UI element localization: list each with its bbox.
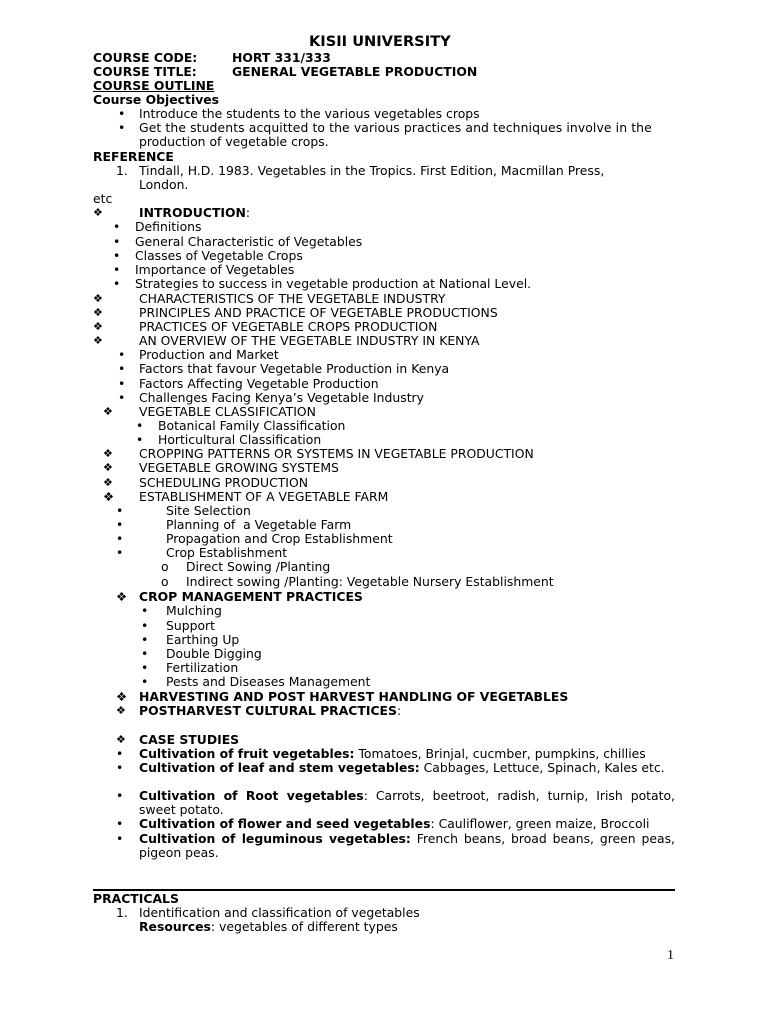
bullet-icon: • [141,674,149,689]
bullet-icon: • [136,432,144,447]
case-study-label: Cultivation of fruit vegetables: [139,746,355,761]
intro-colon: : [245,205,251,220]
topic-heading: VEGETABLE GROWING SYSTEMS [139,460,339,475]
crop-mgmt-item: Earthing Up [166,632,240,647]
topic-heading: ESTABLISHMENT OF A VEGETABLE FARM [139,489,389,504]
reference-line-cont: London. [139,177,189,192]
case-study-label: Cultivation of flower and seed vegetables [139,816,431,831]
harvesting-heading: HARVESTING AND POST HARVEST HANDLING OF VEGETABLES [139,689,569,704]
course-code-value: HORT 331/333 [232,50,331,65]
case-study-text: : Cauliflower, green maize, Broccoli [430,816,650,831]
postharvest-row [139,704,401,718]
farm-item: Propagation and Crop Establishment [166,531,393,546]
course-code-row [93,51,331,65]
bullet-icon: • [116,531,124,546]
bullet-icon: • [118,106,126,121]
postharvest-heading: POSTHARVEST CULTURAL PRACTICES [139,703,397,718]
diamond-icon: ❖ [103,447,113,460]
bullet-icon: • [113,248,121,263]
bullet-icon: • [141,646,149,661]
resources-row [139,920,398,934]
diamond-icon: ❖ [93,292,103,305]
bullet-icon: • [118,361,126,376]
diamond-icon: ❖ [103,461,113,474]
topic-heading: PRINCIPLES AND PRACTICE OF VEGETABLE PRODUCTIONS [139,305,498,320]
diamond-icon: ❖ [93,320,103,333]
diamond-icon: ❖ [93,206,103,219]
case-study-text: Tomatoes, Brinjal, cucmber, pumpkins, chillies [354,746,646,761]
classification-item: Botanical Family Classification [158,418,346,433]
diamond-icon: ❖ [93,306,103,319]
bullet-icon: • [116,760,124,775]
intro-item: Classes of Vegetable Crops [135,248,303,263]
case-study-item [139,817,679,831]
reference-line: Tindall, H.D. 1983. Vegetables in the Tropics. First Edition, Macmillan Press, [139,163,605,178]
reference-heading: REFERENCE [93,149,174,164]
case-study-item [139,761,675,775]
intro-item: Strategies to success in vegetable production at National Level. [135,276,532,291]
practical-item: Identification and classification of vegetables [139,905,420,920]
intro-heading: INTRODUCTION [139,205,246,220]
course-title-label: COURSE TITLE: [93,64,197,79]
topic-heading: AN OVERVIEW OF THE VEGETABLE INDUSTRY IN KENYA [139,333,480,348]
crop-mgmt-item: Double Digging [166,646,262,661]
diamond-icon: ❖ [103,405,113,418]
topic-heading: CHARACTERISTICS OF THE VEGETABLE INDUSTRY [139,291,446,306]
case-study-label: Cultivation of leaf and stem vegetables: [139,760,420,775]
kenya-item: Challenges Facing Kenya’s Vegetable Industry [139,390,424,405]
topic-heading: CROPPING PATTERNS OR SYSTEMS IN VEGETABLE PRODUCTION [139,446,534,461]
farm-item: Crop Establishment [166,545,288,560]
case-study-text: French beans, broad beans, green peas, pigeon peas. [139,831,675,860]
bullet-icon: • [113,234,121,249]
farm-item: Site Selection [166,503,251,518]
crop-mgmt-item: Pests and Diseases Management [166,674,371,689]
course-title-value: GENERAL VEGETABLE PRODUCTION [232,64,478,79]
sub-item: Direct Sowing /Planting [186,559,331,574]
bullet-icon: • [118,376,126,391]
postharvest-colon: : [396,703,402,718]
intro-item: Importance of Vegetables [135,262,295,277]
objective-item-cont: production of vegetable crops. [139,134,329,149]
diamond-icon: ❖ [103,476,113,489]
bullet-icon: • [116,831,124,846]
practicals-heading: PRACTICALS [93,891,179,906]
kenya-item: Production and Market [139,347,279,362]
crop-mgmt-item: Support [166,618,215,633]
bullet-icon: • [113,276,121,291]
reference-number: 1. [116,163,128,178]
intro-item: General Characteristic of Vegetables [135,234,363,249]
diamond-icon: ❖ [103,489,115,504]
crop-mgmt-heading: CROP MANAGEMENT PRACTICES [139,589,363,604]
case-study-label: Cultivation of leguminous vegetables: [139,831,411,846]
practical-number: 1. [116,905,128,920]
circle-bullet-icon: o [161,559,169,574]
case-study-text: : Carrots, beetroot, radish, turnip, Irish potato, sweet potato. [139,788,675,817]
bullet-icon: • [118,347,126,362]
bullet-icon: • [113,219,121,234]
course-title-row [93,65,477,79]
case-study-item [139,747,675,761]
bullet-icon: • [116,517,124,532]
classification-heading: VEGETABLE CLASSIFICATION [139,404,316,419]
diamond-icon: ❖ [116,589,128,604]
bullet-icon: • [118,390,126,405]
kenya-item: Factors Affecting Vegetable Production [139,376,379,391]
diamond-icon: ❖ [116,704,126,717]
case-studies-heading: CASE STUDIES [139,732,240,747]
course-code-label: COURSE CODE: [93,50,198,65]
classification-item: Horticultural Classification [158,432,322,447]
kenya-item: Factors that favour Vegetable Production in Kenya [139,361,450,376]
section-divider [93,889,675,891]
bullet-icon: • [141,632,149,647]
course-outline-heading: COURSE OUTLINE [93,78,215,93]
bullet-icon: • [141,618,149,633]
bullet-icon: • [141,660,149,675]
case-study-item [139,832,675,860]
bullet-icon: • [116,746,124,761]
bullet-icon: • [118,120,126,135]
case-study-item [139,789,675,817]
resources-label: Resources [139,919,211,934]
bullet-icon: • [116,788,124,803]
sub-item: Indirect sowing /Planting: Vegetable Nursery Establishment [186,574,554,589]
bullet-icon: • [141,603,149,618]
case-study-text: Cabbages, Lettuce, Spinach, Kales etc. [419,760,665,775]
farm-item: Planning of a Vegetable Farm [166,517,352,532]
intro-item: Definitions [135,219,202,234]
crop-mgmt-item: Mulching [166,603,222,618]
diamond-icon: ❖ [93,334,103,347]
bullet-icon: • [116,545,124,560]
topic-heading: PRACTICES OF VEGETABLE CROPS PRODUCTION [139,319,438,334]
bullet-icon: • [116,816,124,831]
etc-text: etc [93,191,113,206]
diamond-icon: ❖ [116,689,128,704]
circle-bullet-icon: o [161,574,169,589]
university-title: KISII UNIVERSITY [309,33,451,50]
case-study-label: Cultivation of Root vegetables [139,788,364,803]
objective-item: Introduce the students to the various vegetables crops [139,106,480,121]
page-number: 1 [667,948,674,963]
bullet-icon: • [116,503,124,518]
objectives-heading: Course Objectives [93,92,220,107]
topic-heading: SCHEDULING PRODUCTION [139,475,308,490]
bullet-icon: • [136,418,144,433]
crop-mgmt-item: Fertilization [166,660,239,675]
bullet-icon: • [113,262,121,277]
intro-heading-row [139,206,250,220]
objective-item: Get the students acquitted to the various practices and techniques involve in the [139,120,652,135]
resources-text: : vegetables of different types [210,919,398,934]
diamond-icon: ❖ [116,733,126,746]
